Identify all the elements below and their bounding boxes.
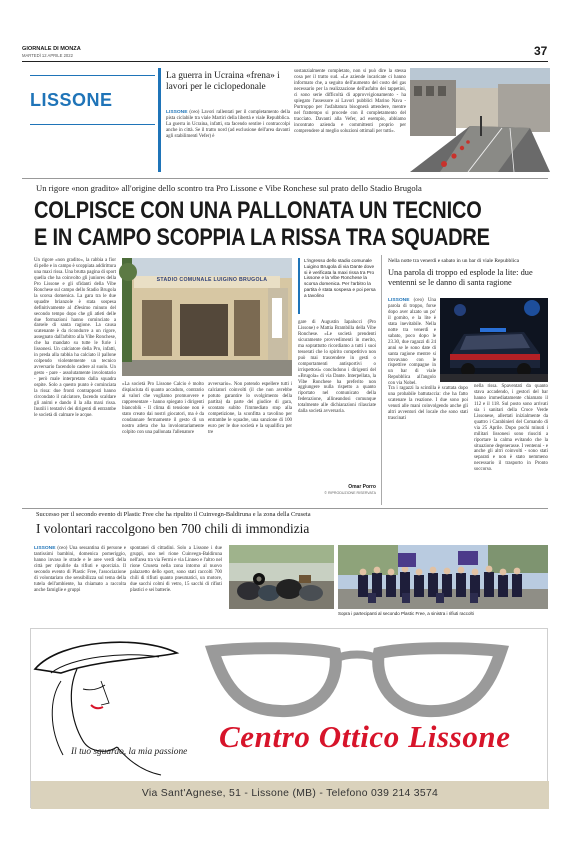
main-headline-line-1: COLPISCE CON UNA PALLONATA UN TECNICO: [34, 197, 482, 224]
eco-story-divider: [22, 508, 548, 509]
eco-text-1: LISSONE (ceo) Una sessantina di persone e tantissimi bambini, domenica pomeriggio, hanno invaso le strade e le aree verdi della città per ripulirle da rifiuti e sporcizia. Il secondo evento di Plastic Free, l'associazione di volontariato che sensibilizza sul tema della tutela dell'ambiente, ha chiamato a raccolta anche famiglie e gruppi: [34, 546, 126, 593]
advert-address: Via Sant'Agnese, 51 - Lissone (MB) - Telefono 039 214 3574: [141, 788, 439, 799]
dateline-tag: LISSONE: [166, 110, 188, 115]
optician-advert[interactable]: [30, 628, 548, 808]
main-col-1: [34, 258, 116, 502]
main-headline-line-2: E IN CAMPO SCOPPIA LA RISSA TRA SQUADRE: [34, 224, 490, 251]
side-column-divider: [381, 255, 382, 505]
main-kicker: Un rigore «non gradito» all'origine dello scontro tra Pro Lissone e Vibe Ronchese sul prato dello Stadio Brugola: [36, 183, 422, 193]
main-byline: Omar Porro: [348, 484, 376, 490]
advert-footer-band: [31, 781, 549, 809]
side-col-1b: [388, 386, 468, 502]
side-kicker: Nella notte tra venerdì e sabato in un bar di viale Repubblica: [388, 258, 519, 264]
top-story-accent-bar: [158, 68, 161, 172]
top-story-col-2: [294, 69, 406, 172]
stadium-caption: L'ingresso dello stadio comunale Luigino Brugola di via Dante dove si è verificata la maxi rissa tra Pro Lissone e la Vibe Ronchese la scorsa domenica. Per l'arbitro la partita è stata sospesa e poi persa a tavolino: [304, 258, 376, 298]
advert-brand: Centro Ottico Lissone: [219, 719, 511, 754]
stadium-sign: STADIO COMUNALE LUIGINO BRUGOLA: [156, 277, 268, 283]
main-story-divider: [22, 178, 548, 179]
eco-col-1: [34, 546, 126, 610]
main-text-3: avversario». Non potendo espellere tutti i calciatori coinvolti (il che non avrebbe potuto garantire lo svolgimento della partita) da parte del giudice di gara, scontato subito l'immediato stop alla competizione, la sconfitta a tavolino per entrambe le squadre, una sanzione di 100 euro per le due società e la squalifica per tre: [208, 382, 292, 435]
main-text-1: Un rigore «non gradito», la rabbia a fior di pelle e in campo è scoppiata addirittura una maxi rissa. Una brutta pagina di sport quella che ha coinvolto gli juniores della Pro Lissone e gli sfidanti della Vibe Ronchese sul campo dello Stadio Brugola la scorsa domenica. La gara tra le due squadre brianzole è stata sospesa definitivamente al 49esimo minuto del secondo tempo dopo che gli atleti delle due formazioni hanno cominciato a darsele di santa ragione. La causa scatenante è da ricondurre a un rigore, assegnato dall'arbitro alla Vibe Ronchese, che ha mandato su tutte le furie i lissonesi. Un calciatore della Pro, infatti, in preda alla rabbia ha calciato il pallone colpendo violentemente un tecnico avversario facendolo cadere al suolo. Un gesto - pare - assolutamente involontario - però male interpretato dalla squadra ospite. Solo a questo punto è cominciata la rissa: due fronti contrapposti hanno circondato il calciatore, facendo scaldare gli animi e dando il la alla maxi rissa. Inutili i tentativi dei dirigenti di entrambe le società di calmare le acque.: [34, 258, 116, 418]
side-col-2: [474, 300, 548, 502]
top-story-col-1: [166, 110, 290, 172]
page-number: 37: [534, 44, 548, 58]
main-headline: [34, 197, 490, 251]
main-col-2: [122, 382, 204, 502]
issue-date: MARTEDÌ 12 APRILE 2022: [22, 53, 73, 58]
collected-rubbish-photo: [229, 545, 334, 609]
dateline-tag: LISSONE: [34, 546, 56, 551]
side-text-1b: Tra i ragazzi la scintilla è scattata dopo una probabile battutaccia: che ha fatto scatenare la reazione. I due sono poi venuti alle mani coinvolgendo anche gli altri avventori del locale che sono stati trascinati: [388, 386, 468, 421]
masthead-rule: [22, 61, 548, 62]
stadium-caption-box: [298, 258, 376, 314]
eco-text-2: spontanei di cittadini. Solo a Lissone i due gruppi, uno nel rione Cuinvegn-Baldiruna nell'area tra via Fermi e via Linneo e l'altro nel rione Cruseta nella zona intorno al nuovo palazzetto dello sport, sono stati raccolti 700 chili di rifiuti quanto pneumatici, un motore, due sacchi colmi di vetro, 15 sacchi di rifiuti plastici e sei batterie.: [130, 546, 222, 593]
section-rule-top: [30, 75, 155, 76]
dateline-tag: LISSONE: [388, 298, 410, 303]
side-text-2: nella rissa. Spaventati da quanto stava accadendo, i gestori del bar hanno immediatamente chiamato il 112 e il 118. Sul posto sono arrivati sia i sanitari della Croce Verde Lissonese, allertati inizialmente da quattro i Carabinieri del Comando di via 25 Aprile. Dopo pochi minuti i militari lissonesi sono riusciti a riportare la calma evitando che la situazione degenerasse. I ventenni - e anche gli altri coinvolti - sono stati separati e non è stato nemmeno necessario il trasporto in Pronto soccorso.: [474, 384, 548, 473]
side-text-1a: LISSONE (ceo) Una parola di troppo, forse dopo aver alzato un po' il gomito, e la lite è stata inevitabile. Nella notte tra venerdì e sabato, poco dopo le 23.30, due ragazzi di 24 anni se le sono date di santa ragione mentre si trovavano con le rispettive compagne in un bar di viale Repubblica all'angolo con via Nobel.: [388, 298, 436, 387]
cycle-lane-photo: [410, 68, 550, 172]
top-story-headline: La guerra in Ucraina «frena» i lavori per le ciclopedonale: [166, 71, 280, 92]
volunteers-group-photo: [338, 545, 548, 609]
side-col-1a: [388, 298, 436, 387]
section-rule-bottom: [30, 124, 155, 125]
side-headline: Una parola di troppo ed esplode la lite: due ventenni se le danno di santa ragione: [388, 268, 533, 287]
section-label: LISSONE: [30, 90, 113, 110]
eco-col-2: [130, 546, 222, 610]
main-col-4: [298, 320, 376, 480]
top-story-text-1: LISSONE (ceo) Lavori rallentati per il completamento della pista ciclabile tra viale Martiri della libertà e viale Repubblica. La guerra in Ucraina, infatti, sta facendo sentire i contraccolpi anche in città. Se il tratto nord (ad esclusione dell'area davanti agli stabilimenti Vefer) è: [166, 110, 290, 139]
main-col-3: [208, 382, 292, 502]
stadium-photo: [122, 258, 292, 376]
main-text-4: gare di Augustin Iapalucci (Pro Lissone) e Mattia Brambilla della Vibe Ronchese. «Le società prendenti sicuramente provvedimenti in merito, ma soprattutto ricordiamo a tutti i suoi tesserati che lo spirito competitivo non può mai trascendere in gesti o comportamenti antisportivi o irrispettosi» concludono i dirigenti del «Brugola» di via Dante. Interpellata, la Vibe Ronchese ha preferito non aggiungere nulla rispetto a quanto riportato nel comunicato della federazione, allineandosi comunque totalmente alle dichiarazioni rilasciate dalla società avversaria.: [298, 320, 376, 415]
main-copyright: © RIPRODUZIONE RISERVATA: [324, 491, 376, 495]
eco-headline: I volontari raccolgono ben 700 chili di immondizia: [36, 521, 310, 536]
cat-eye-glasses-icon: [207, 643, 507, 721]
advert-tagline: Il tuo sguardo, la mia passione: [71, 747, 188, 757]
top-story-text-2: sostanzialmente completato, non si può dire la stessa cosa per il tratto sud. «Le aziende incaricate ci hanno informato che, a seguito dell'aumento del costo del gas necessario per la realizzazione dell'asfalto dei tappetini, ci sono serie difficoltà di approvvigionamento - ha spiegato l'assessore ai Lavori pubblici Marino Nava - Purtroppo per l'asfaltatura bisognerà attendere, mentre nel frattempo si procede con il completamento del tracciato. Davanti alla Vefer, ad esempio, abbiamo incontrato azienda e committenti proprio per comprendere al meglio soluzioni ottimali per tutti».: [294, 69, 406, 134]
paper-name: GIORNALE DI MONZA: [22, 46, 81, 52]
eco-photo-caption: Sopra i partecipanti al secondo Plastic Free, a sinistra i rifiuti raccolti: [338, 611, 474, 616]
eco-kicker: Successo per il secondo evento di Plastic Free che ha ripulito il Cuinvegn-Baldiruna e la zona della Cruseta: [36, 511, 311, 518]
main-text-2: «La società Pro Lissone Calcio è molto dispiaciuta di quanto accaduto, contrario ai valori che vogliamo promuovere e rappresentare - hanno spiegato i dirigenti biancoblù - Il clima di tensione non è stato creato dai nostri giocatori, ma è da condannare fermamente il gesto di un nostro atleta che ha involontariamente colpito con una pallonata l'allenatore: [122, 382, 204, 435]
